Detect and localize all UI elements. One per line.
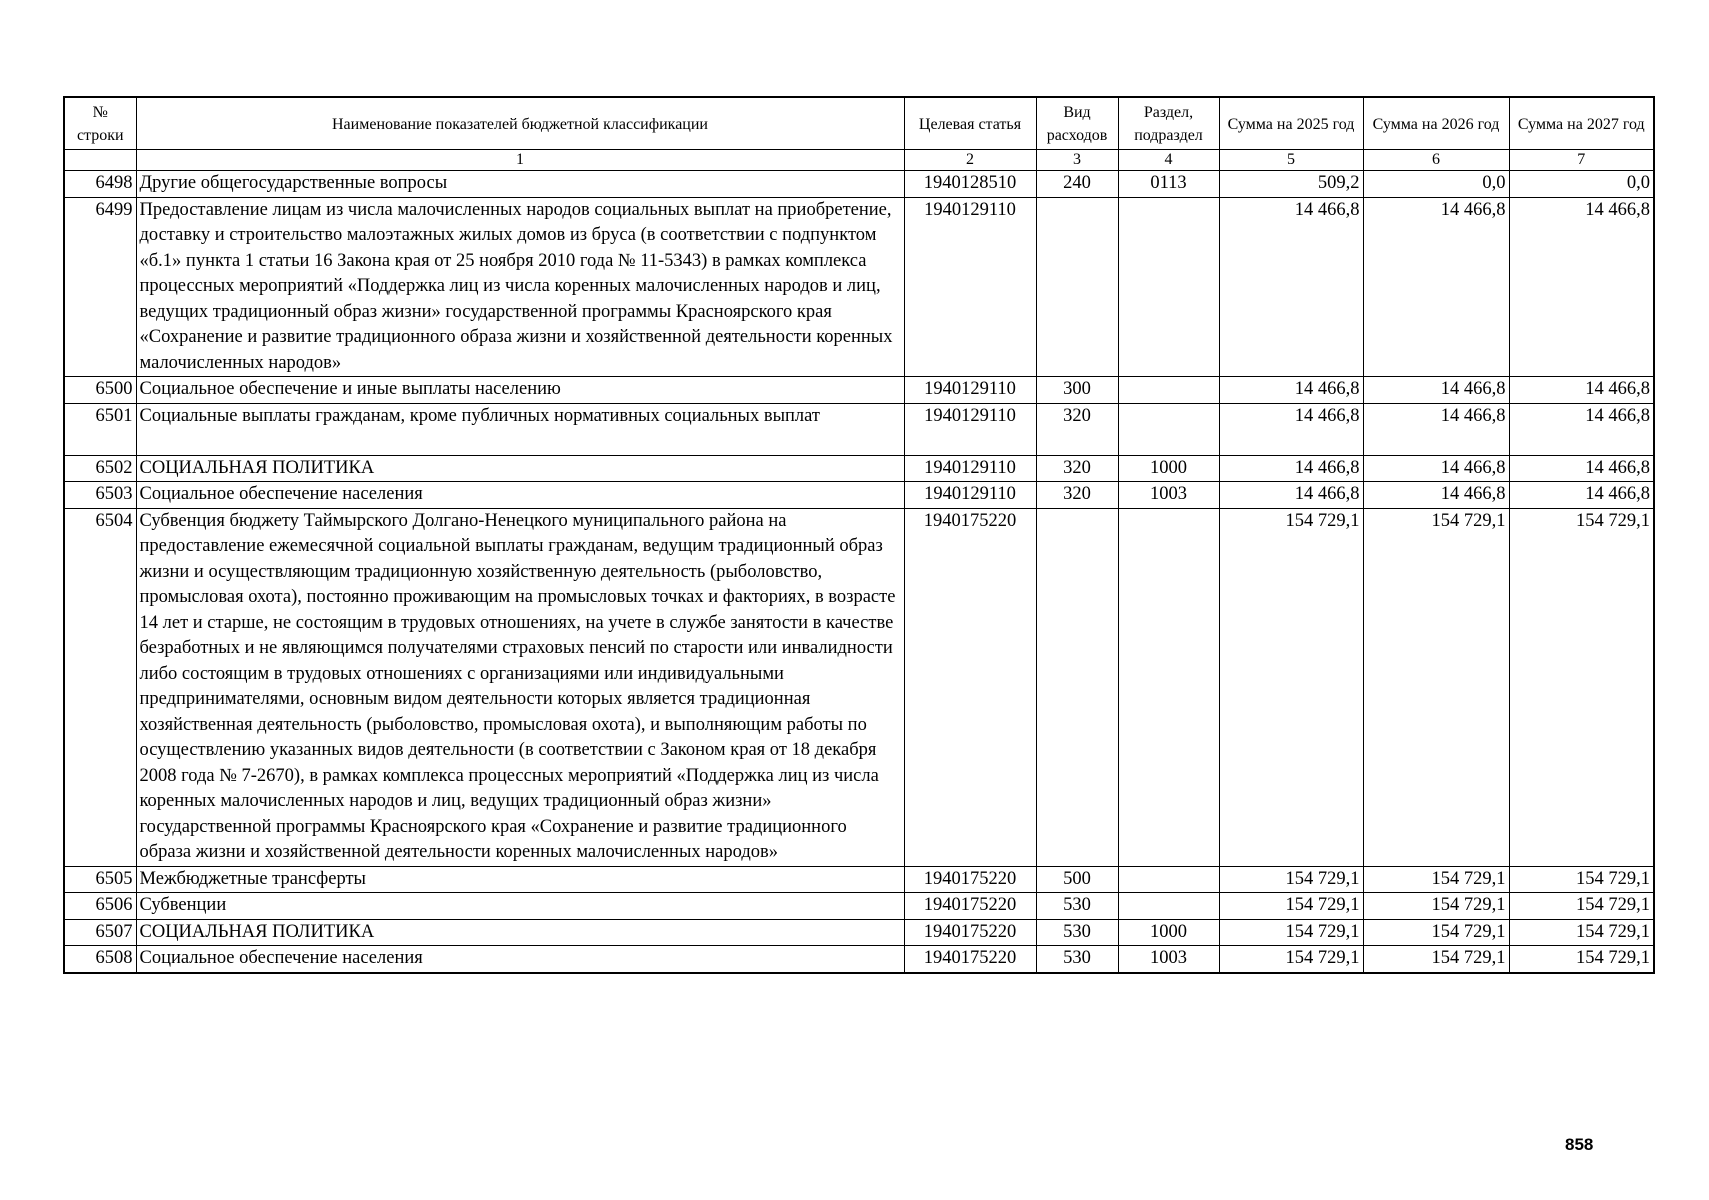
row-target-code: 1940129110: [904, 197, 1036, 377]
row-sum-2027: 154 729,1: [1509, 508, 1654, 866]
column-number: 3: [1036, 150, 1118, 171]
table-body: [64, 171, 1654, 973]
table-row: [64, 482, 1654, 509]
row-sum-2027: 14 466,8: [1509, 377, 1654, 404]
row-section: 1003: [1118, 482, 1219, 509]
row-sum-2025: 14 466,8: [1219, 482, 1363, 509]
row-expense-type: 500: [1036, 866, 1118, 893]
row-sum-2025: 154 729,1: [1219, 866, 1363, 893]
table-row: [64, 866, 1654, 893]
row-sum-2026: 154 729,1: [1363, 893, 1509, 920]
budget-sheet: [63, 96, 1653, 974]
row-sum-2026: 14 466,8: [1363, 197, 1509, 377]
row-section: 1003: [1118, 946, 1219, 973]
header-sum-2027: Сумма на 2027 год: [1509, 97, 1654, 150]
row-number: 6499: [64, 197, 136, 377]
header-row-no: № строки: [64, 97, 136, 150]
column-number: 1: [136, 150, 904, 171]
row-target-code: 1940175220: [904, 866, 1036, 893]
row-sum-2027: 154 729,1: [1509, 946, 1654, 973]
row-sum-2025: 14 466,8: [1219, 197, 1363, 377]
row-sum-2026: 14 466,8: [1363, 377, 1509, 404]
row-name: Межбюджетные трансферты: [136, 866, 904, 893]
row-name: СОЦИАЛЬНАЯ ПОЛИТИКА: [136, 455, 904, 482]
table-row: [64, 893, 1654, 920]
row-name: СОЦИАЛЬНАЯ ПОЛИТИКА: [136, 919, 904, 946]
row-sum-2027: 154 729,1: [1509, 893, 1654, 920]
row-sum-2025: 14 466,8: [1219, 377, 1363, 404]
row-sum-2027: 14 466,8: [1509, 482, 1654, 509]
row-sum-2025: 154 729,1: [1219, 893, 1363, 920]
column-number: [64, 150, 136, 171]
row-sum-2026: 14 466,8: [1363, 403, 1509, 455]
row-name: Социальное обеспечение и иные выплаты населению: [136, 377, 904, 404]
header-code: Целевая статья: [904, 97, 1036, 150]
row-number: 6506: [64, 893, 136, 920]
row-number: 6505: [64, 866, 136, 893]
page-number: 858: [1565, 1135, 1594, 1154]
row-target-code: 1940129110: [904, 482, 1036, 509]
row-name: Социальное обеспечение населения: [136, 946, 904, 973]
row-expense-type: [1036, 197, 1118, 377]
row-expense-type: 530: [1036, 893, 1118, 920]
row-target-code: 1940128510: [904, 171, 1036, 198]
row-name: Субвенции: [136, 893, 904, 920]
table-row: [64, 197, 1654, 377]
row-sum-2026: 0,0: [1363, 171, 1509, 198]
row-sum-2025: 509,2: [1219, 171, 1363, 198]
row-expense-type: [1036, 508, 1118, 866]
row-section: [1118, 866, 1219, 893]
row-sum-2025: 154 729,1: [1219, 946, 1363, 973]
row-sum-2026: 154 729,1: [1363, 919, 1509, 946]
header-razdel: Раздел, подраздел: [1118, 97, 1219, 150]
row-sum-2025: 154 729,1: [1219, 508, 1363, 866]
table-header: [64, 97, 1654, 171]
row-expense-type: 530: [1036, 919, 1118, 946]
row-sum-2026: 14 466,8: [1363, 482, 1509, 509]
budget-table: [63, 96, 1655, 974]
row-name: Предоставление лицам из числа малочисленных народов социальных выплат на приобретение, доставку и строительство малоэтажных жилых домов из бруса (в соответствии с подпунктом «б.1» пункта 1 статьи 16 Закона края от 25 ноября 2010 года № 11-5343) в рамках комплекса процессных мероприятий «Поддержка лиц из числа коренных малочисленных народов и лиц, ведущих традиционный образ жизни» государственной программы Красноярского края «Сохранение и развитие традиционного образа жизни и хозяйственной деятельности коренных малочисленных народов»: [136, 197, 904, 377]
row-section: [1118, 377, 1219, 404]
row-section: 1000: [1118, 455, 1219, 482]
row-name: Субвенция бюджету Таймырского Долгано-Ненецкого муниципального района на предоставление ежемесячной социальной выплаты гражданам, ведущим традиционный образ жизни и осуществляющим традиционную хозяйственную деятельность (рыболовство, промысловая охота), постоянно проживающим на промысловых точках и факториях, в возрасте 14 лет и старше, не состоящим в трудовых отношениях, на учете в службе занятости в качестве безработных и не являющимся получателями страховых пенсий по старости или инвалидности либо состоящим в трудовых отношениях с организациями или индивидуальными предпринимателями, основным видом деятельности которых является традиционная хозяйственная деятельность (рыболовство, промысловая охота), и выполняющим работы по осуществлению указанных видов деятельности (в соответствии с Законом края от 18 декабря 2008 года № 7-2670), в рамках комплекса процессных мероприятий «Поддержка лиц из числа коренных малочисленных народов и лиц, ведущих традиционный образ жизни» государственной программы Красноярского края «Сохранение и развитие традиционного образа жизни и хозяйственной деятельности коренных малочисленных народов»: [136, 508, 904, 866]
row-number: 6502: [64, 455, 136, 482]
row-section: 1000: [1118, 919, 1219, 946]
row-target-code: 1940175220: [904, 946, 1036, 973]
table-row: [64, 171, 1654, 198]
row-number: 6508: [64, 946, 136, 973]
row-target-code: 1940129110: [904, 377, 1036, 404]
row-expense-type: 320: [1036, 455, 1118, 482]
row-number: 6507: [64, 919, 136, 946]
row-expense-type: 530: [1036, 946, 1118, 973]
header-vid: Вид расходов: [1036, 97, 1118, 150]
row-section: [1118, 197, 1219, 377]
row-sum-2025: 14 466,8: [1219, 403, 1363, 455]
row-expense-type: 240: [1036, 171, 1118, 198]
row-target-code: 1940175220: [904, 893, 1036, 920]
column-number: 5: [1219, 150, 1363, 171]
row-section: [1118, 403, 1219, 455]
column-number: 6: [1363, 150, 1509, 171]
row-section: [1118, 893, 1219, 920]
table-row: [64, 455, 1654, 482]
column-number: 2: [904, 150, 1036, 171]
row-expense-type: 320: [1036, 403, 1118, 455]
row-sum-2026: 154 729,1: [1363, 508, 1509, 866]
row-number: 6504: [64, 508, 136, 866]
table-row: [64, 946, 1654, 973]
row-sum-2025: 154 729,1: [1219, 919, 1363, 946]
row-sum-2027: 14 466,8: [1509, 403, 1654, 455]
row-section: 0113: [1118, 171, 1219, 198]
row-name: Социальные выплаты гражданам, кроме публичных нормативных социальных выплат: [136, 403, 904, 455]
row-expense-type: 300: [1036, 377, 1118, 404]
row-sum-2027: 14 466,8: [1509, 455, 1654, 482]
row-name: Другие общегосударственные вопросы: [136, 171, 904, 198]
row-number: 6500: [64, 377, 136, 404]
row-number: 6503: [64, 482, 136, 509]
row-sum-2027: 154 729,1: [1509, 919, 1654, 946]
header-sum-2026: Сумма на 2026 год: [1363, 97, 1509, 150]
row-number: 6498: [64, 171, 136, 198]
row-sum-2025: 14 466,8: [1219, 455, 1363, 482]
table-row: [64, 919, 1654, 946]
row-sum-2027: 154 729,1: [1509, 866, 1654, 893]
row-expense-type: 320: [1036, 482, 1118, 509]
row-sum-2027: 14 466,8: [1509, 197, 1654, 377]
column-number: 4: [1118, 150, 1219, 171]
table-row: [64, 403, 1654, 455]
row-name: Социальное обеспечение населения: [136, 482, 904, 509]
header-sum-2025: Сумма на 2025 год: [1219, 97, 1363, 150]
column-number: 7: [1509, 150, 1654, 171]
row-sum-2027: 0,0: [1509, 171, 1654, 198]
header-name: Наименование показателей бюджетной классификации: [136, 97, 904, 150]
row-sum-2026: 154 729,1: [1363, 946, 1509, 973]
table-row: [64, 508, 1654, 866]
row-number: 6501: [64, 403, 136, 455]
row-target-code: 1940175220: [904, 508, 1036, 866]
row-sum-2026: 154 729,1: [1363, 866, 1509, 893]
table-row: [64, 377, 1654, 404]
row-section: [1118, 508, 1219, 866]
row-target-code: 1940129110: [904, 403, 1036, 455]
row-target-code: 1940129110: [904, 455, 1036, 482]
row-target-code: 1940175220: [904, 919, 1036, 946]
row-sum-2026: 14 466,8: [1363, 455, 1509, 482]
